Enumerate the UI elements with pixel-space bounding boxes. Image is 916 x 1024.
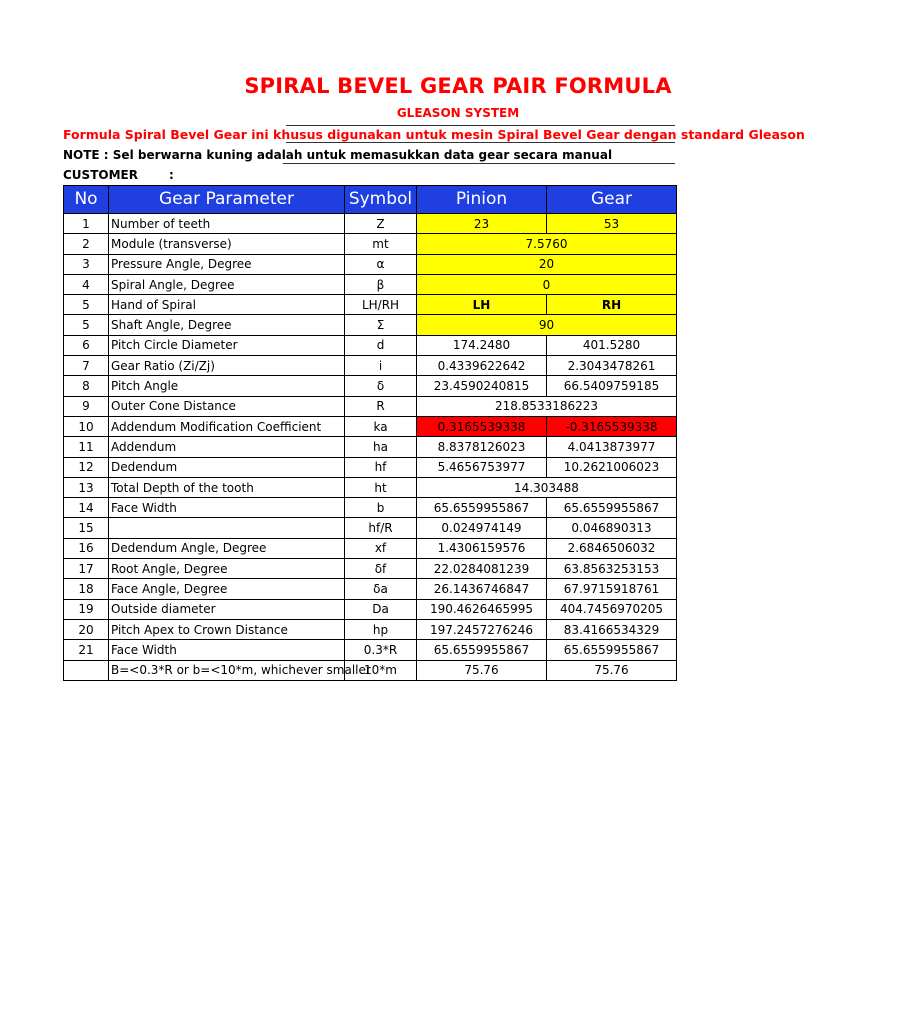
cell-gear[interactable]: 65.6559955867 (547, 640, 677, 660)
page-subtitle: GLEASON SYSTEM (396, 106, 520, 120)
cell-pinion[interactable]: 5.4656753977 (417, 457, 547, 477)
cell-symbol[interactable]: mt (345, 234, 417, 254)
column-header-pinion[interactable]: Pinion (417, 186, 547, 214)
cell-parameter[interactable]: Addendum Modification Coefficient (109, 416, 345, 436)
cell-symbol[interactable]: Da (345, 599, 417, 619)
cell-shared-value[interactable]: 218.8533186223 (417, 396, 677, 416)
table-row (64, 660, 677, 680)
cell-pinion[interactable]: 0.3165539338 (417, 416, 547, 436)
table-row (64, 477, 677, 497)
cell-symbol[interactable]: LH/RH (345, 295, 417, 315)
table-row (64, 234, 677, 254)
column-header-symbol[interactable]: Symbol (345, 186, 417, 214)
cell-gear[interactable]: 401.5280 (547, 335, 677, 355)
table-row (64, 599, 677, 619)
cell-symbol[interactable]: hp (345, 619, 417, 639)
cell-no[interactable]: 9 (64, 396, 109, 416)
page-title: SPIRAL BEVEL GEAR PAIR FORMULA (244, 74, 672, 98)
cell-no[interactable]: 15 (64, 518, 109, 538)
cell-no[interactable]: 7 (64, 356, 109, 376)
cell-parameter[interactable]: Spiral Angle, Degree (109, 274, 345, 294)
cell-pinion[interactable]: 197.2457276246 (417, 619, 547, 639)
table-row (64, 640, 677, 660)
column-header-no[interactable]: No (64, 186, 109, 214)
cell-shared-value[interactable]: 90 (417, 315, 677, 335)
cell-border-bottom (286, 142, 675, 143)
manual-input-note (63, 146, 675, 164)
cell-symbol[interactable]: δ (345, 376, 417, 396)
table-row (64, 538, 677, 558)
table-row (64, 396, 677, 416)
cell-pinion[interactable]: LH (417, 295, 547, 315)
table-row (64, 335, 677, 355)
table-row (64, 274, 677, 294)
cell-no[interactable]: 2 (64, 234, 109, 254)
cell-pinion[interactable]: 0.024974149 (417, 518, 547, 538)
cell-symbol[interactable]: Z (345, 214, 417, 234)
table-row (64, 457, 677, 477)
manual-input-note-text: NOTE : Sel berwarna kuning adalah untuk memasukkan data gear secara manual (63, 148, 613, 162)
cell-gear[interactable]: 63.8563253153 (547, 559, 677, 579)
cell-symbol[interactable]: ka (345, 416, 417, 436)
cell-parameter[interactable]: Dedendum Angle, Degree (109, 538, 345, 558)
cell-gear[interactable]: 2.3043478261 (547, 356, 677, 376)
cell-gear[interactable]: 75.76 (547, 660, 677, 680)
cell-border-top (286, 125, 675, 126)
table-row (64, 498, 677, 518)
formula-note (63, 125, 805, 144)
cell-parameter[interactable]: Face Width (109, 640, 345, 660)
cell-no[interactable]: 4 (64, 274, 109, 294)
cell-symbol[interactable]: d (345, 335, 417, 355)
cell-gear[interactable]: 65.6559955867 (547, 498, 677, 518)
cell-parameter[interactable]: Hand of Spiral (109, 295, 345, 315)
cell-no[interactable]: 11 (64, 437, 109, 457)
cell-parameter[interactable]: Number of teeth (109, 214, 345, 234)
cell-parameter[interactable]: Module (transverse) (109, 234, 345, 254)
cell-parameter[interactable]: B=<0.3*R or b=<10*m, whichever smaller (109, 660, 345, 680)
cell-no[interactable]: 8 (64, 376, 109, 396)
cell-pinion[interactable]: 22.0284081239 (417, 559, 547, 579)
table-row (64, 518, 677, 538)
cell-gear[interactable]: 0.046890313 (547, 518, 677, 538)
column-header-gear[interactable]: Gear (547, 186, 677, 214)
cell-no[interactable]: 18 (64, 579, 109, 599)
cell-parameter[interactable]: Pitch Circle Diameter (109, 335, 345, 355)
cell-symbol[interactable]: ha (345, 437, 417, 457)
cell-pinion[interactable]: 174.2480 (417, 335, 547, 355)
customer-colon: : (169, 168, 174, 182)
cell-no[interactable] (64, 660, 109, 680)
cell-gear[interactable]: 404.7456970205 (547, 599, 677, 619)
table-row (64, 376, 677, 396)
cell-symbol[interactable]: i (345, 356, 417, 376)
customer-label: CUSTOMER (63, 168, 138, 182)
table-header-row (64, 186, 677, 214)
formula-note-text: Formula Spiral Bevel Gear ini khusus digunakan untuk mesin Spiral Bevel Gear dengan standard Gleason (63, 127, 805, 142)
gear-parameter-table (63, 185, 677, 681)
cell-parameter[interactable]: Outside diameter (109, 599, 345, 619)
table-row (64, 214, 677, 234)
cell-no[interactable]: 14 (64, 498, 109, 518)
cell-symbol[interactable]: α (345, 254, 417, 274)
cell-no[interactable]: 6 (64, 335, 109, 355)
cell-gear[interactable]: 83.4166534329 (547, 619, 677, 639)
cell-no[interactable]: 16 (64, 538, 109, 558)
cell-symbol[interactable]: hf (345, 457, 417, 477)
cell-parameter[interactable] (109, 518, 345, 538)
cell-pinion[interactable]: 26.1436746847 (417, 579, 547, 599)
cell-no[interactable]: 5 (64, 315, 109, 335)
table-row (64, 579, 677, 599)
table-row (64, 254, 677, 274)
table-row (64, 619, 677, 639)
cell-no[interactable]: 10 (64, 416, 109, 436)
cell-symbol[interactable]: hf/R (345, 518, 417, 538)
cell-gear[interactable]: 2.6846506032 (547, 538, 677, 558)
cell-symbol[interactable]: 10*m (345, 660, 417, 680)
cell-gear[interactable]: RH (547, 295, 677, 315)
cell-pinion[interactable]: 1.4306159576 (417, 538, 547, 558)
cell-pinion[interactable]: 190.4626465995 (417, 599, 547, 619)
cell-shared-value[interactable]: 0 (417, 274, 677, 294)
cell-parameter[interactable]: Addendum (109, 437, 345, 457)
cell-parameter[interactable]: Pressure Angle, Degree (109, 254, 345, 274)
cell-no[interactable]: 19 (64, 599, 109, 619)
column-header-parameter[interactable]: Gear Parameter (109, 186, 345, 214)
table-row (64, 295, 677, 315)
cell-symbol[interactable]: δf (345, 559, 417, 579)
cell-gear[interactable]: 67.9715918761 (547, 579, 677, 599)
cell-gear[interactable]: 10.2621006023 (547, 457, 677, 477)
cell-gear[interactable]: 53 (547, 214, 677, 234)
cell-parameter[interactable]: Total Depth of the tooth (109, 477, 345, 497)
cell-shared-value[interactable]: 7.5760 (417, 234, 677, 254)
cell-pinion[interactable]: 0.4339622642 (417, 356, 547, 376)
table-row (64, 416, 677, 436)
customer-field (63, 166, 263, 184)
cell-symbol[interactable]: xf (345, 538, 417, 558)
cell-pinion[interactable]: 8.8378126023 (417, 437, 547, 457)
cell-parameter[interactable]: Pitch Apex to Crown Distance (109, 619, 345, 639)
cell-symbol[interactable]: b (345, 498, 417, 518)
cell-symbol[interactable]: δa (345, 579, 417, 599)
cell-no[interactable]: 20 (64, 619, 109, 639)
cell-parameter[interactable]: Face Angle, Degree (109, 579, 345, 599)
cell-parameter[interactable]: Gear Ratio (Zi/Zj) (109, 356, 345, 376)
cell-symbol[interactable]: R (345, 396, 417, 416)
cell-pinion[interactable]: 65.6559955867 (417, 498, 547, 518)
table-row (64, 356, 677, 376)
cell-symbol[interactable]: 0.3*R (345, 640, 417, 660)
cell-no[interactable]: 3 (64, 254, 109, 274)
cell-no[interactable]: 13 (64, 477, 109, 497)
cell-parameter[interactable]: Dedendum (109, 457, 345, 477)
table-body (64, 214, 677, 681)
cell-gear[interactable]: 4.0413873977 (547, 437, 677, 457)
cell-parameter[interactable]: Root Angle, Degree (109, 559, 345, 579)
cell-shared-value[interactable]: 14.303488 (417, 477, 677, 497)
cell-no[interactable]: 12 (64, 457, 109, 477)
cell-pinion[interactable]: 75.76 (417, 660, 547, 680)
cell-parameter[interactable]: Outer Cone Distance (109, 396, 345, 416)
cell-no[interactable]: 5 (64, 295, 109, 315)
cell-no[interactable]: 17 (64, 559, 109, 579)
cell-gear[interactable]: 66.5409759185 (547, 376, 677, 396)
cell-shared-value[interactable]: 20 (417, 254, 677, 274)
cell-symbol[interactable]: β (345, 274, 417, 294)
cell-parameter[interactable]: Shaft Angle, Degree (109, 315, 345, 335)
cell-parameter[interactable]: Face Width (109, 498, 345, 518)
cell-parameter[interactable]: Pitch Angle (109, 376, 345, 396)
table-row (64, 315, 677, 335)
cell-symbol[interactable]: Σ (345, 315, 417, 335)
cell-pinion[interactable]: 23.4590240815 (417, 376, 547, 396)
cell-gear[interactable]: -0.3165539338 (547, 416, 677, 436)
table-row (64, 559, 677, 579)
cell-symbol[interactable]: ht (345, 477, 417, 497)
table-row (64, 437, 677, 457)
cell-no[interactable]: 1 (64, 214, 109, 234)
cell-border-bottom (283, 163, 675, 164)
cell-no[interactable]: 21 (64, 640, 109, 660)
cell-pinion[interactable]: 23 (417, 214, 547, 234)
cell-pinion[interactable]: 65.6559955867 (417, 640, 547, 660)
